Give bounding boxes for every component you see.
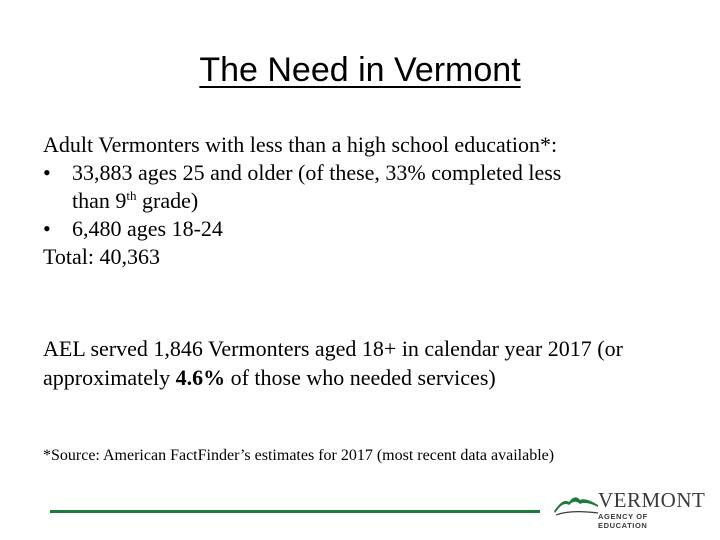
logo-wordmark: VERMONT	[598, 488, 706, 512]
bullet-item	[43, 215, 693, 243]
vermont-aoe-logo	[552, 488, 706, 530]
slide-title: The Need in Vermont	[199, 51, 521, 89]
served-percentage: 4.6%	[175, 365, 226, 390]
total-text: Total: 40,363	[43, 244, 161, 269]
green-divider	[50, 510, 540, 513]
source-note: *Source: American FactFinder’s estimates for 2017 (most recent data available)	[43, 447, 555, 464]
served-paragraph: AEL served 1,846 Vermonters aged 18+ in calendar year 2017 (or approximately 4.6% of those who needed services)	[43, 336, 623, 390]
bullet-text-continued: than 9th grade)	[72, 188, 199, 213]
bullet-icon: •	[43, 216, 51, 241]
ordinal-suffix: th	[126, 188, 137, 203]
intro-text: Adult Vermonters with less than a high school education*:	[43, 132, 558, 157]
bullet-text: 6,480 ages 18-24	[72, 216, 223, 241]
content-body	[43, 131, 693, 271]
bullet-icon: •	[43, 160, 51, 185]
bullet-text: 33,883 ages 25 and older (of these, 33% completed less	[72, 160, 562, 185]
bullet-item	[43, 159, 693, 215]
mountain-logo-icon	[552, 489, 600, 523]
logo-subtitle: AGENCY OF EDUCATION	[598, 512, 648, 530]
